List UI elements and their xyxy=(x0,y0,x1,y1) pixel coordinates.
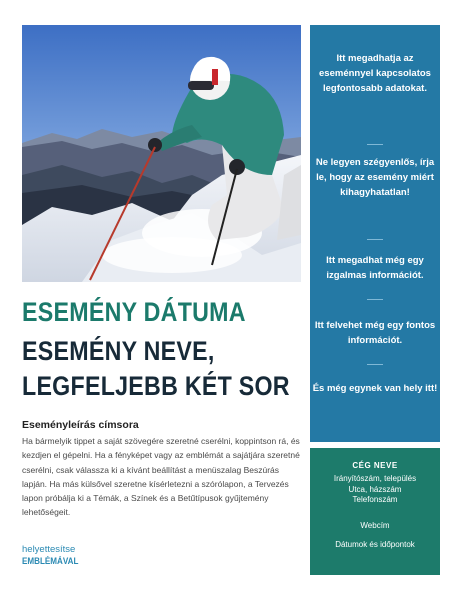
logo-line-1: helyettesítse xyxy=(22,544,76,555)
event-date-title: ESEMÉNY DÁTUMA xyxy=(22,297,246,327)
info-separator xyxy=(367,239,383,240)
info-separator xyxy=(367,144,383,145)
description-heading: Eseményleírás címsora xyxy=(22,419,139,431)
event-name-line-1: ESEMÉNY NEVE, xyxy=(22,336,215,366)
event-name-line-2: LEGFELJEBB KÉT SOR xyxy=(22,371,290,401)
logo-line-2: EMBLÉMÁVAL xyxy=(22,556,79,567)
info-item-2: Ne legyen szégyenlős, írja le, hogy az esemény miért kihagyhatatlan! xyxy=(315,157,435,198)
info-panel xyxy=(310,25,440,442)
phone-line: Telefonszám xyxy=(352,495,398,504)
contact-address xyxy=(310,474,440,506)
contact-panel xyxy=(310,448,440,575)
address-line: Irányítószám, település xyxy=(333,474,417,483)
logo-placeholder xyxy=(22,544,88,568)
info-separator xyxy=(367,364,383,365)
company-name: CÉG NEVE xyxy=(352,461,398,470)
dates-and-times: Dátumok és időpontok xyxy=(335,540,415,549)
info-item-3: Itt megadhat még egy izgalmas információt. xyxy=(326,255,424,281)
info-item-5: És még egynek van hely itt! xyxy=(312,383,438,394)
description-body: Ha bármelyik tippet a saját szövegére szeretné cserélni, koppintson rá, és kezdjen el gépelni. Ha a fényképet vagy az emblémát a sajátjára szeretné cserélni, csak válassza ki a kívánt beállítást a menüszalag Beszúrás lapján. Ha más külsővel szeretne kísérletezni a szórólapon, a Tervezés lapon próbálja ki a Témák, a Színek és a Betűtípusok gyűjtemény lehetőségeit. xyxy=(22,436,300,518)
info-item-4: Itt felvehet még egy fontos információt. xyxy=(314,320,436,346)
web-address: Webcím xyxy=(360,521,390,530)
event-photo xyxy=(22,25,301,282)
info-item-1: Itt megadhatja az eseménnyel kapcsolatos legfontosabb adatokat. xyxy=(319,53,431,94)
info-separator xyxy=(367,299,383,300)
event-name-title xyxy=(22,334,306,404)
street-line: Utca, házszám xyxy=(348,484,402,494)
